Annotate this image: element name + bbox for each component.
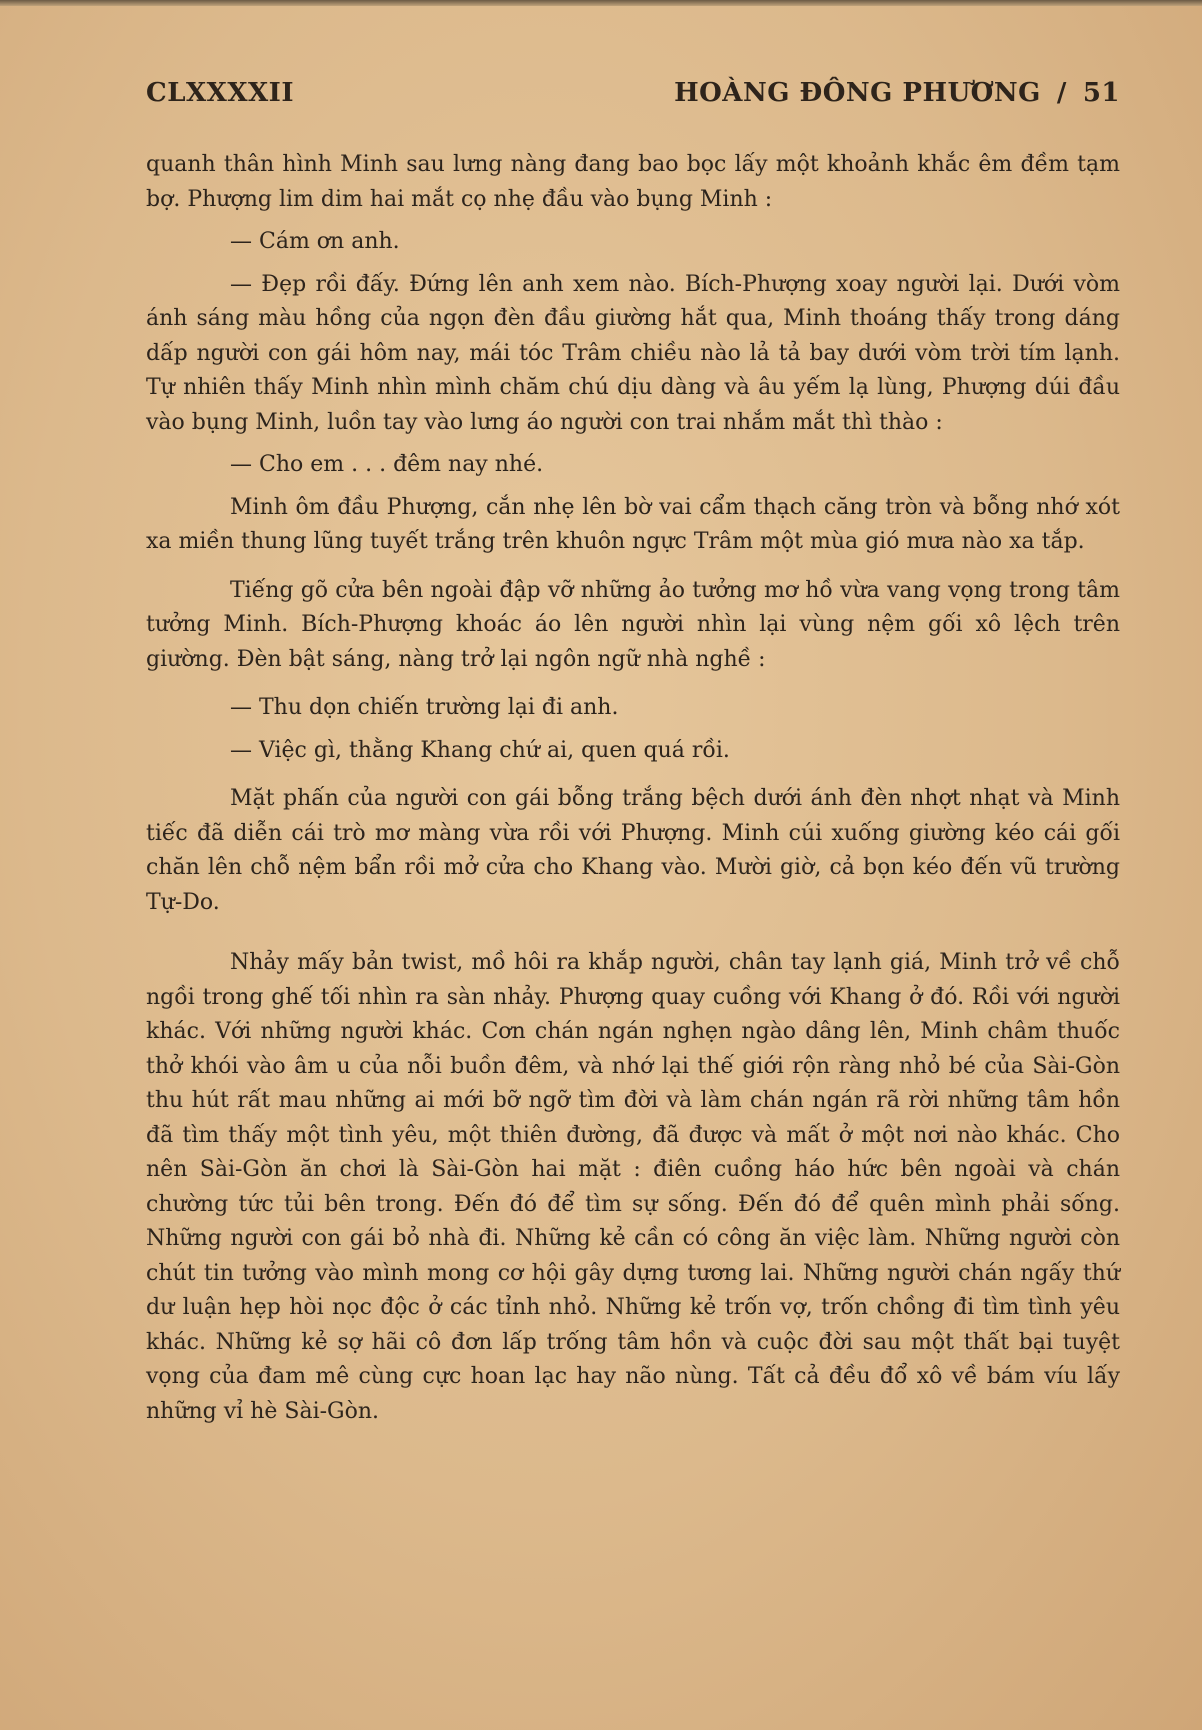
- chapter-number: CLXXXXII: [146, 78, 294, 108]
- paragraph: — Đẹp rồi đấy. Đứng lên anh xem nào. Bích-Phượng xoay người lại. Dưới vòm ánh sáng màu hồng của ngọn đèn đầu giường hắt qua, Minh thoáng thấy trong dáng dấp người con gái hôm nay, mái tóc Trâm chiều nào lả tả bay dưới vòm trời tím lạnh. Tự nhiên thấy Minh nhìn mình chăm chú dịu dàng và âu yếm lạ lùng, Phượng dúi đầu vào bụng Minh, luồn tay vào lưng áo người con trai nhắm mắt thì thào :: [146, 271, 1120, 435]
- page-header: [146, 78, 1120, 122]
- page-number: 51: [1082, 78, 1120, 108]
- paragraph: Tiếng gõ cửa bên ngoài đập vỡ những ảo tưởng mơ hồ vừa vang vọng trong tâm tưởng Minh. Bích-Phượng khoác áo lên người nhìn lại vùng nệm gối xô lệch trên giường. Đèn bật sáng, nàng trở lại ngôn ngữ nhà nghề :: [146, 577, 1120, 672]
- dialog-line: — Việc gì, thằng Khang chứ ai, quen quá rồi.: [230, 737, 730, 763]
- running-head: [674, 78, 1120, 108]
- dialog-line: — Thu dọn chiến trường lại đi anh.: [230, 695, 619, 720]
- dialog-line: — Cám ơn anh.: [230, 229, 400, 254]
- paragraph: Nhảy mấy bản twist, mồ hôi ra khắp người, chân tay lạnh giá, Minh trở về chỗ ngồi trong ghế tối nhìn ra sàn nhảy. Phượng quay cuồng với Khang ở đó. Rồi với người khác. Với những người khác. Cơn chán ngán nghẹn ngào dâng lên, Minh châm thuốc thở khói vào âm u của nỗi buồn đêm, và nhớ lại thế giới rộn ràng nhỏ bé của Sài-Gòn thu hút rất mau những ai mới bỡ ngỡ tìm đời và làm chán ngán rã rời những tâm hồn đã tìm thấy một tình yêu, một thiên đường, đã được và mất ở một nơi nào khác. Cho nên Sài-Gòn ăn chơi là Sài-Gòn hai mặt : điên cuồng háo hức bên ngoài và chán chường tức tủi bên trong. Đến đó để tìm sự sống. Đến đó để quên mình phải sống. Những người con gái bỏ nhà đi. Những kẻ cần có công ăn việc làm. Những người còn chút tin tưởng vào mình mong cơ hội gây dựng tương lai. Những người chán ngấy thứ dư luận hẹp hòi nọc độc ở các tỉnh nhỏ. Những kẻ trốn vợ, trốn chồng đi tìm tình yêu khác. Những kẻ sợ hãi cô đơn lấp trống tâm hồn và cuộc đời sau một thất bại tuyệt vọng của đam mê cùng cực hoan lạc hay não nùng. Tất cả đều đổ xô về bám víu lấy những vỉ hè Sài-Gòn.: [146, 950, 1120, 1424]
- page-top-edge: [0, 0, 1202, 6]
- dialog-line: — Cho em . . . đêm nay nhé.: [230, 452, 544, 477]
- paragraph: Minh ôm đầu Phượng, cắn nhẹ lên bờ vai cẩm thạch căng tròn và bỗng nhớ xót xa miền thung lũng tuyết trắng trên khuôn ngực Trâm một mùa gió mưa nào xa tắp.: [146, 494, 1120, 554]
- header-separator: /: [1056, 78, 1067, 108]
- running-title: HOÀNG ĐÔNG PHƯƠNG: [674, 78, 1041, 108]
- body-text: [146, 148, 1120, 1429]
- paragraph: Mặt phấn của người con gái bỗng trắng bệch dưới ánh đèn nhợt nhạt và Minh tiếc đã diễn cái trò mơ màng vừa rồi với Phượng. Minh cúi xuống giường kéo cái gối chăn lên chỗ nệm bẩn rồi mở cửa cho Khang vào. Mười giờ, cả bọn kéo đến vũ trường Tự-Do.: [146, 786, 1120, 915]
- paragraph: quanh thân hình Minh sau lưng nàng đang bao bọc lấy một khoảnh khắc êm đềm tạm bợ. Phượng lim dim hai mắt cọ nhẹ đầu vào bụng Minh :: [146, 152, 1120, 212]
